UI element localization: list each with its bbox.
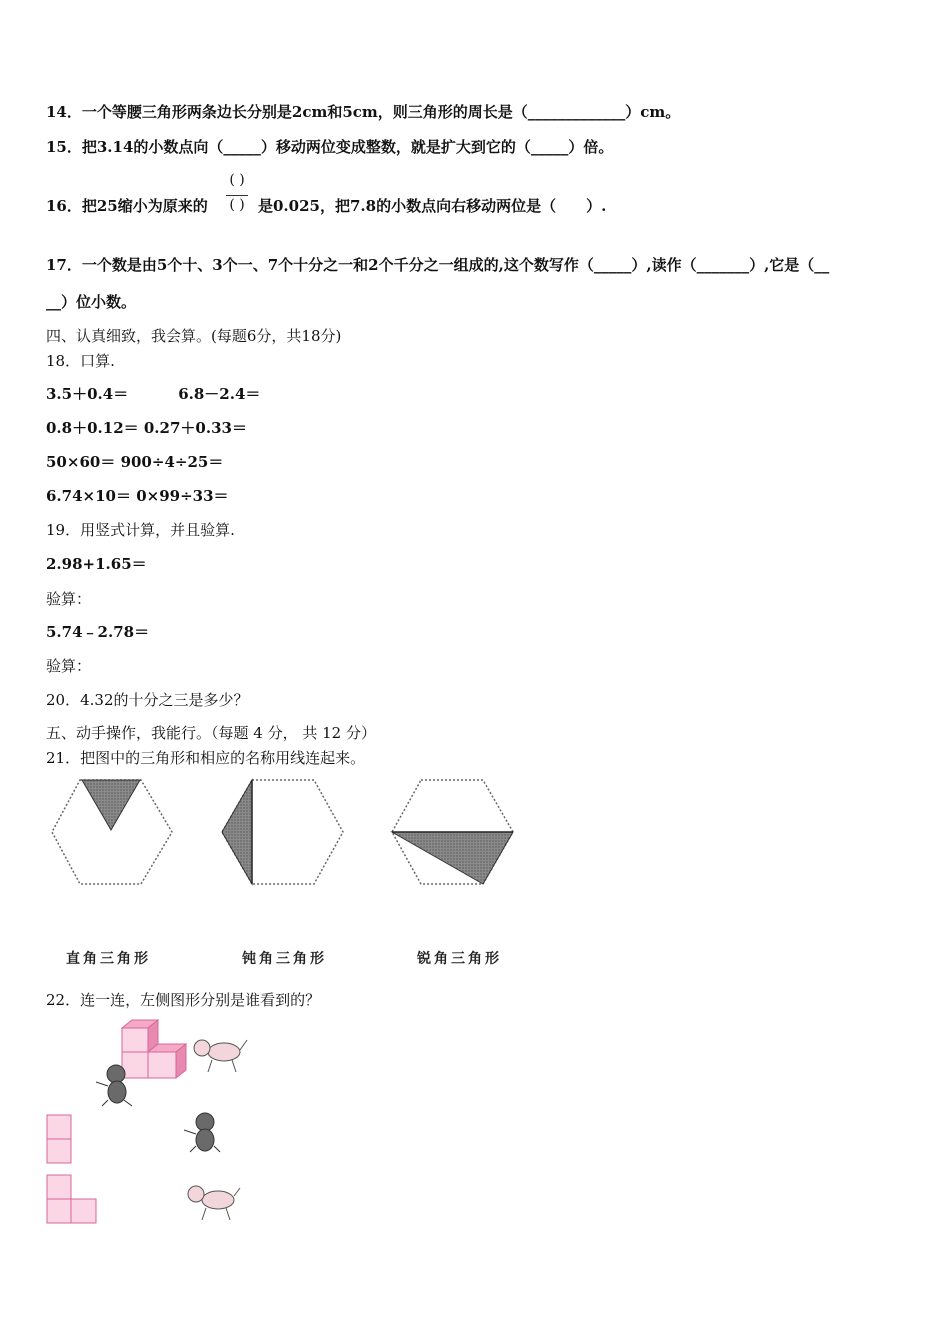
question-19-a: 2.98+1.65＝	[46, 555, 147, 573]
question-16-prefix: 16．把25缩小为原来的	[46, 197, 208, 215]
section-4-heading: 四、认真细致，我会算。(每题6分，共18分)	[46, 327, 342, 345]
calc-item: 900÷4÷25＝	[120, 453, 224, 471]
question-19-b: 5.74﹣2.78＝	[46, 623, 150, 641]
label-right-triangle[interactable]: 直角三角形	[66, 951, 151, 967]
hexagon-3	[392, 780, 513, 884]
question-17-line1: 17．一个数是由5个十、3个一、7个十分之一和2个千分之一组成的,这个数写作（_____）,读作（_______）,它是（__	[46, 256, 830, 274]
dog-icon-2	[188, 1186, 240, 1220]
calc-item: 6.8－2.4＝	[178, 385, 261, 403]
question-19: 19．用竖式计算，并且验算.	[46, 521, 235, 539]
hexagon-2	[222, 780, 343, 884]
calc-row	[46, 418, 247, 438]
question-20: 20．4.32的十分之三是多少？	[46, 691, 249, 709]
check-label: 验算：	[46, 590, 92, 608]
calc-item: 6.74×10＝	[46, 487, 131, 505]
calc-item: 0.8＋0.12＝	[46, 419, 139, 437]
calc-row	[46, 486, 229, 506]
section-5-heading: 五、动手操作，我能行。（每题 4 分， 共 12 分）	[46, 724, 376, 742]
fraction-blank[interactable]	[224, 172, 250, 218]
calc-row	[46, 384, 260, 404]
fraction-numerator: ( )	[229, 172, 245, 188]
label-acute-triangle[interactable]: 锐角三角形	[417, 951, 502, 967]
check-label: 验算：	[46, 657, 92, 675]
calc-item: 50×60＝	[46, 453, 116, 471]
calc-item: 0.27＋0.33＝	[143, 419, 247, 437]
monkey-icon-2	[184, 1113, 220, 1152]
question-15: 15．把3.14的小数点向（_____）移动两位变成整数，就是扩大到它的（_____）倍。	[46, 138, 614, 156]
fraction-bar	[226, 195, 248, 196]
calc-item: 0×99÷33＝	[136, 487, 229, 505]
calc-row	[46, 452, 223, 472]
question-16-suffix: 是0.025，把7.8的小数点向右移动两位是（ ）.	[258, 197, 607, 215]
shaded-triangle-2	[222, 780, 252, 884]
hexagon-1	[52, 780, 172, 884]
shaded-triangle-1	[82, 780, 140, 830]
question-21: 21．把图中的三角形和相应的名称用线连起来。	[46, 749, 366, 767]
label-obtuse-triangle[interactable]: 钝角三角形	[242, 951, 327, 967]
question-18: 18．口算.	[46, 352, 115, 370]
question-17-line2: __）位小数。	[46, 293, 137, 311]
question-22: 22．连一连，左侧图形分别是谁看到的？	[46, 991, 321, 1009]
dog-icon-1	[194, 1040, 247, 1072]
question-14: 14．一个等腰三角形两条边长分别是2cm和5cm，则三角形的周长是（_____________）cm。	[46, 103, 681, 121]
calc-item: 3.5＋0.4＝	[46, 385, 129, 403]
shaded-triangle-3	[392, 832, 513, 884]
fraction-denominator: ( )	[229, 197, 245, 213]
monkey-icon-1	[96, 1065, 132, 1106]
